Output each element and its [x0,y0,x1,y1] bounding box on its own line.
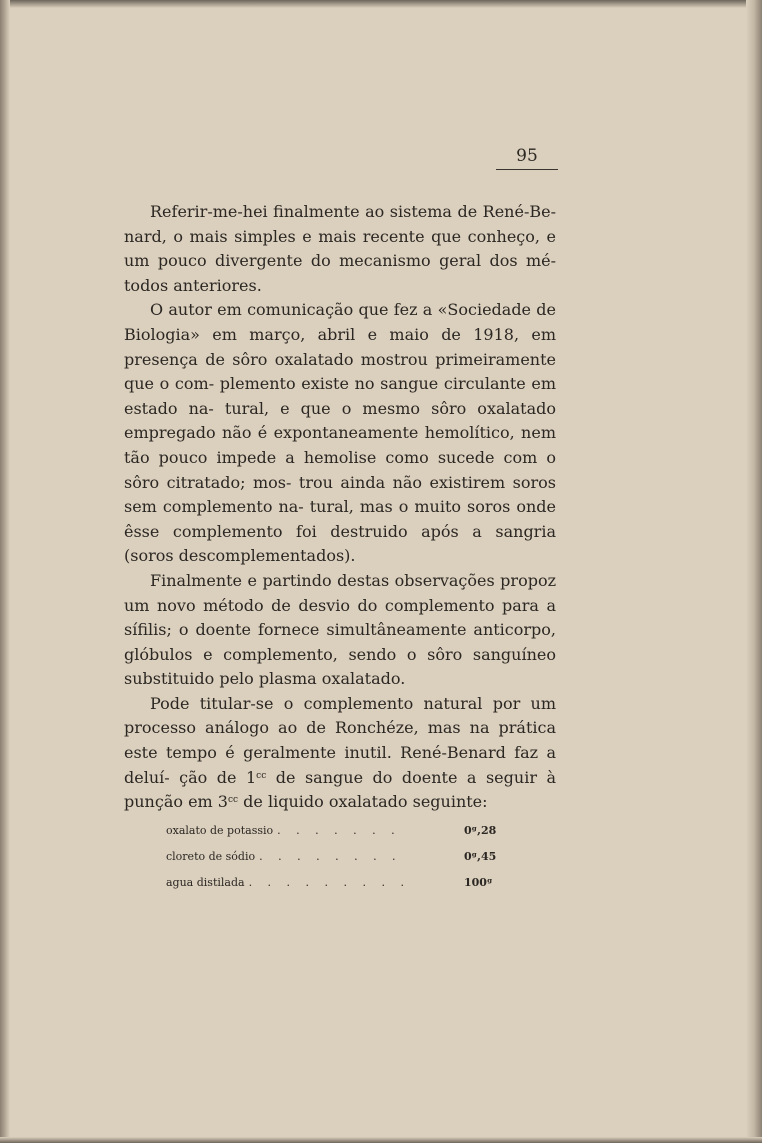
recipe-row [166,876,526,902]
page-left-edge [0,0,10,1143]
cc-superscript: cc [256,770,267,781]
text-line: todos anteriores. [124,275,262,295]
ingredient-quantity: 0ᵍ,45 [464,850,497,863]
text-line: Pode titular-se o complemento natural por um [150,693,556,713]
text-line: glóbulos e complemento, sendo o sôro sanguíneo [124,644,556,664]
paragraph-1 [124,200,556,298]
solution-recipe-table [166,824,526,902]
ingredient-name: agua distilada [166,876,245,889]
text-line: O autor em comunicação que fez a «Sociedade de [150,300,556,320]
ingredient-quantity: 100ᵍ [464,876,493,889]
text-line: de sangue do doente a seguir à punção [124,767,556,812]
ingredient-name: oxalato de potassio [166,824,274,837]
paragraph-4 [124,692,556,815]
text-line: nard, o mais simples e mais recente que conheço, e [124,226,556,246]
page-bottom-edge [0,1137,762,1143]
text-line: processo análogo ao de Ronchéze, mas na prática este [124,718,556,763]
leader-dots: . . . . . . . [277,824,401,837]
text-line: tural, e que o mesmo sôro oxalatado empregado não [124,398,556,443]
text-line: trou ainda não existirem soros sem complemento na- [124,472,556,517]
text-line: tempo é geralmente inutil. René-Benard faz a deluí- [124,743,556,787]
text-line: plemento existe no sangue circulante em estado na- [124,374,556,418]
paragraph-2 [124,298,556,569]
text-line: a hemolise como sucede com o sôro citratado; mos- [124,447,556,492]
text-line: de sôro oxalatado mostrou primeiramente que o com- [124,349,556,394]
text-line: um pouco divergente do mecanismo geral dos mé- [124,251,556,271]
page-right-edge [746,0,762,1143]
text-line: em 3 [188,792,228,812]
page-number: 95 [496,143,558,170]
ingredient-quantity: 0ᵍ,28 [464,824,497,837]
text-line: substituido pelo plasma oxalatado. [124,669,406,689]
body-text [124,200,556,815]
text-line: sífilis; o doente fornece simultâneamente anticorpo, [124,620,556,640]
text-line: de liquido oxalatado seguinte: [238,792,488,812]
paragraph-3 [124,569,556,692]
text-line: destruido após a sangria (soros descomplementados). [124,521,556,566]
text-line: ção de 1 [179,767,257,787]
text-line: um novo método de desvio do complemento para a [124,595,556,615]
text-line: tural, mas o muito soros onde êsse complemento foi [124,497,557,541]
cc-superscript: cc [227,795,239,806]
text-line: é expontaneamente hemolítico, nem tão pouco impede [124,423,556,467]
recipe-row [166,850,526,876]
text-line: Finalmente e partindo destas observações propoz [150,570,556,590]
recipe-row [166,824,526,850]
page-top-shadow [0,0,762,8]
ingredient-name: cloreto de sódio [166,850,256,863]
text-line: Referir-me-hei finalmente ao sistema de René-Be- [150,202,556,221]
leader-dots: . . . . . . . . [259,850,402,863]
leader-dots: . . . . . . . . . [248,876,411,889]
text-line: Biologia» em março, abril e maio de 1918, em presença [124,324,556,369]
